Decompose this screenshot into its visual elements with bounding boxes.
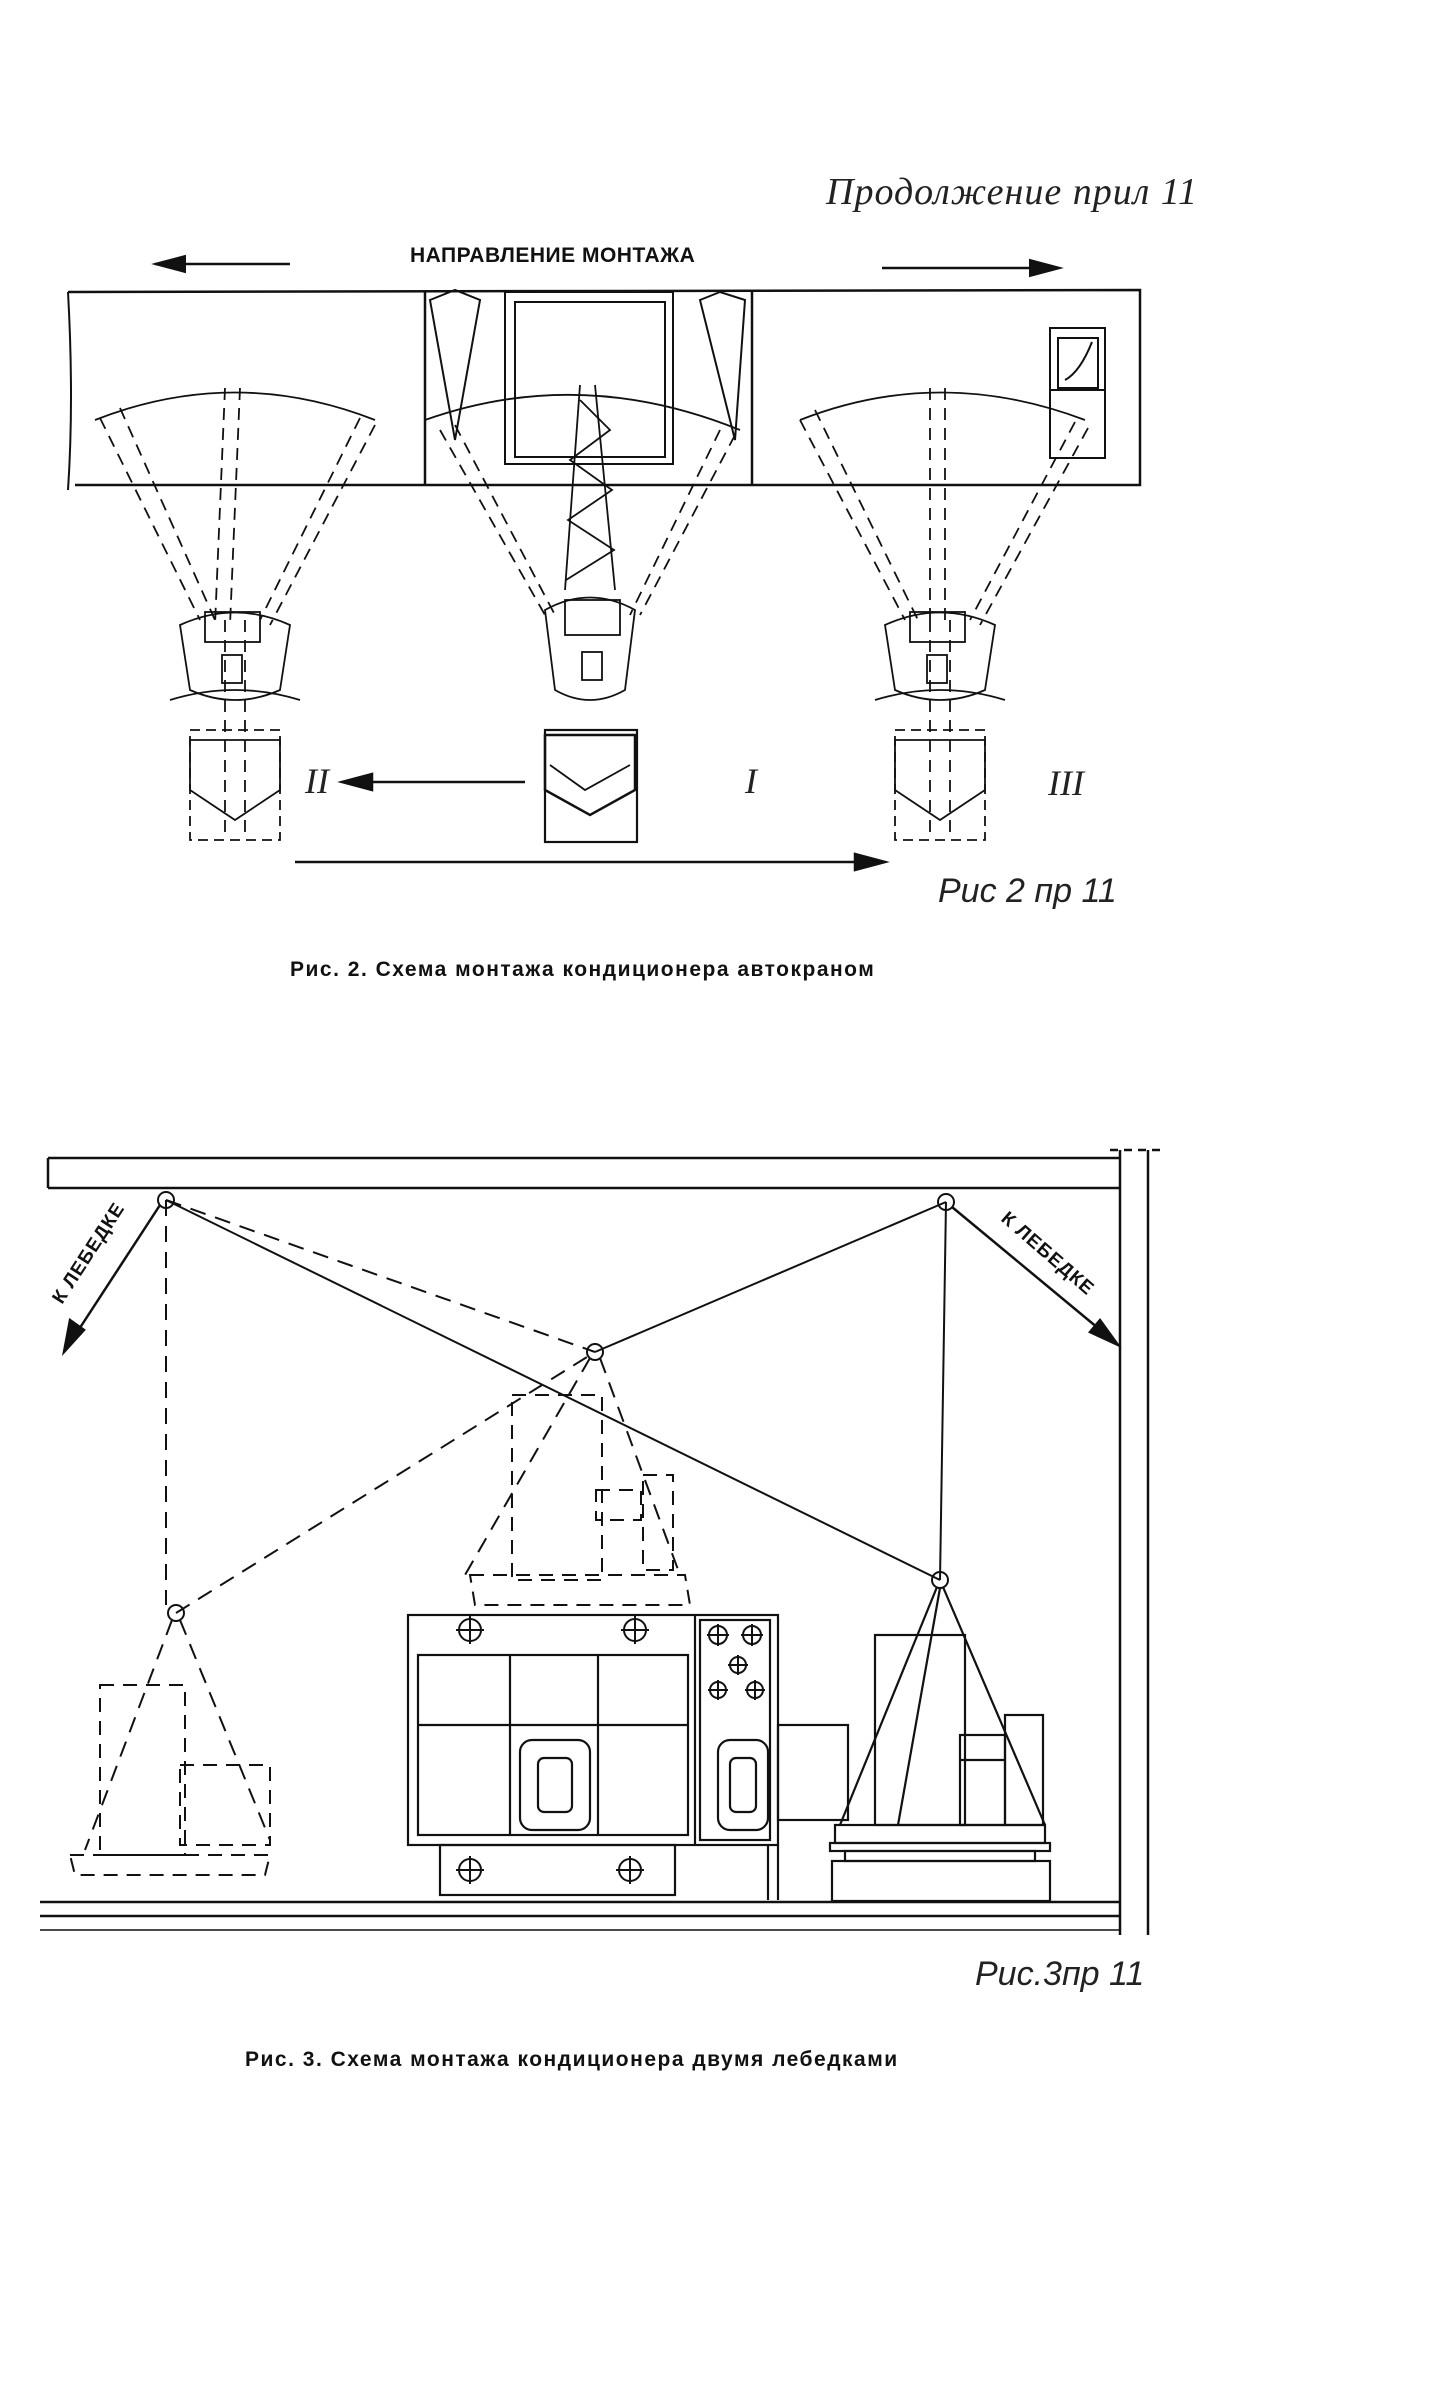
figure-2-diagram	[0, 0, 1447, 900]
figure-3-caption: Рис. 3. Схема монтажа кондиционера двумя лебедками	[245, 2048, 899, 2071]
position-label-i: I	[745, 761, 757, 801]
crane-position-iii	[800, 388, 1088, 840]
figure-3-label: Рис.3пр 11	[975, 1955, 1145, 1993]
position-label-iii: III	[1048, 763, 1084, 803]
figure-2-caption: Рис. 2. Схема монтажа кондиционера автокраном	[290, 958, 876, 981]
figure-2-label: Рис 2 пр 11	[938, 872, 1117, 910]
winch-label-left: К ЛЕБЕДКЕ	[48, 1198, 130, 1308]
page-header: Продолжение прил 11	[826, 171, 1198, 213]
mounting-direction-label: НАПРАВЛЕНИЕ МОНТАЖА	[410, 244, 696, 267]
winch-label-right: К ЛЕБЕДКЕ	[996, 1207, 1099, 1300]
crane-position-ii	[95, 388, 375, 840]
crane-position-i	[425, 385, 740, 842]
position-label-ii: II	[305, 761, 329, 801]
figure-3-diagram	[0, 1100, 1447, 2000]
